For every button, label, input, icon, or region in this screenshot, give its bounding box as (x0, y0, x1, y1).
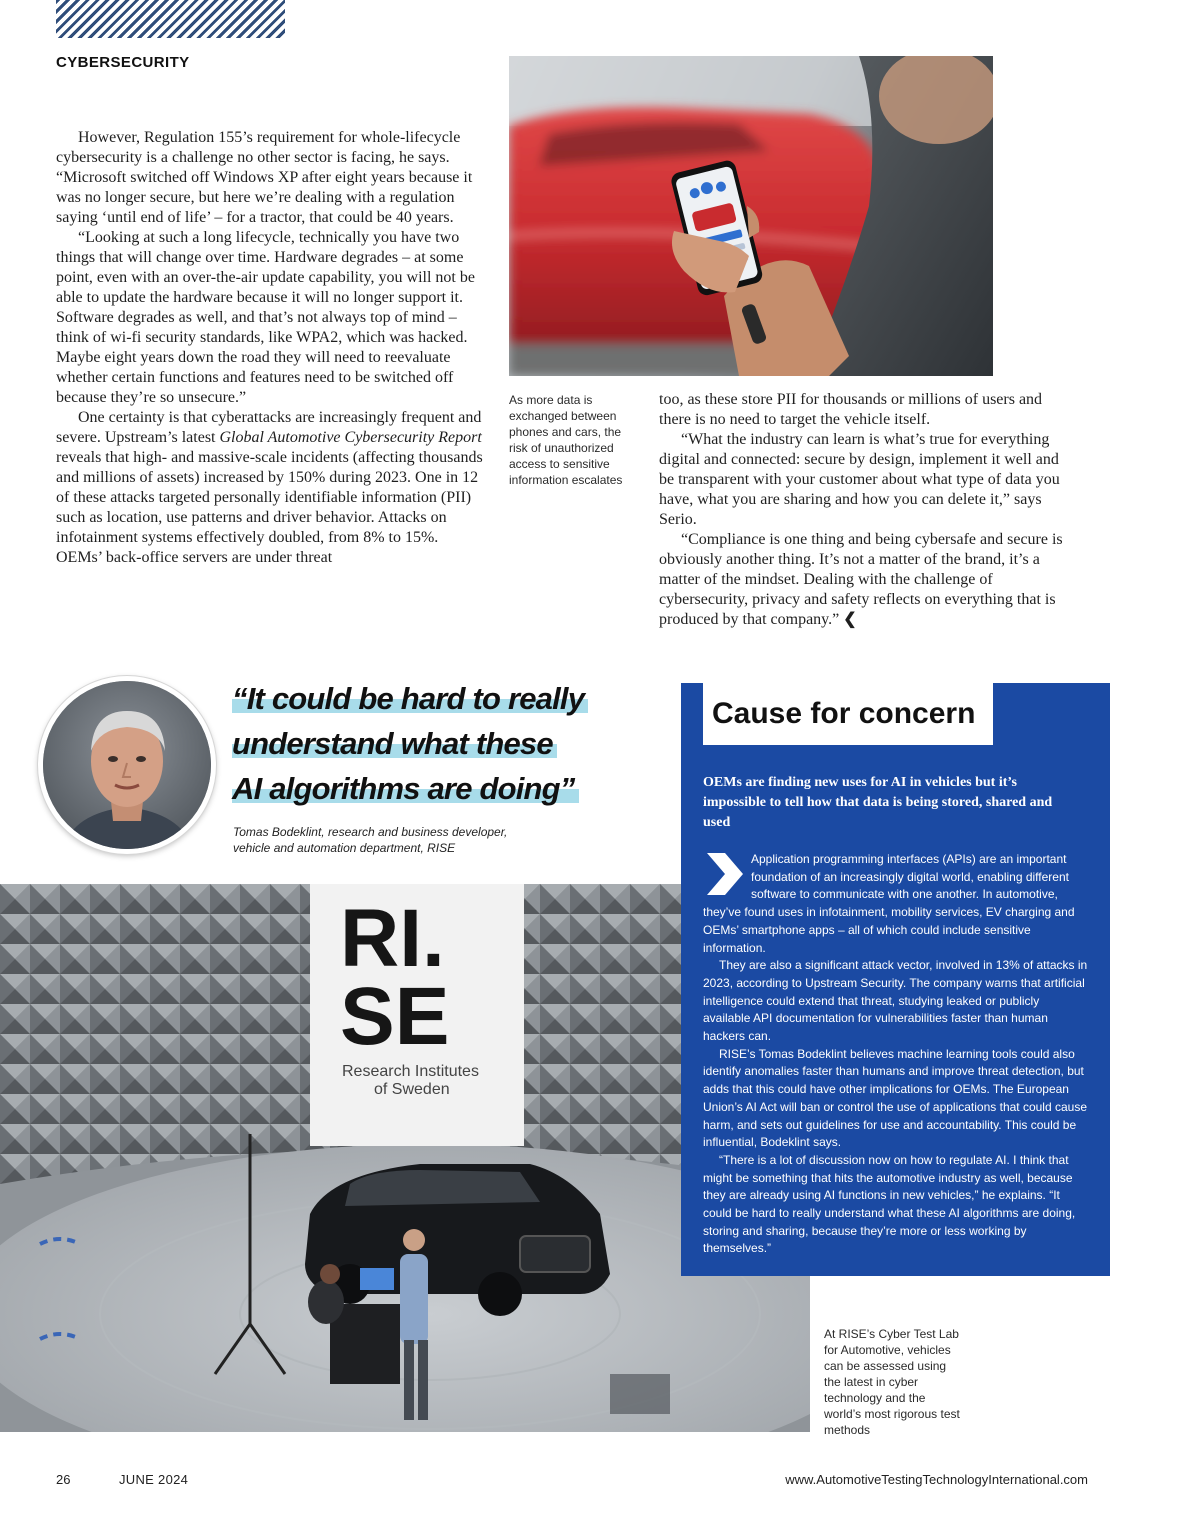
banner-line-1: Research Institutes (342, 1063, 479, 1080)
article-column-1 (56, 128, 488, 568)
pull-quote-line: “It could be hard to really (232, 681, 588, 716)
pull-quote-line: understand what these (232, 726, 557, 761)
banner-ri-text: RI. (340, 893, 445, 984)
sidebar-deck: OEMs are finding new uses for AI in vehicles but it’s impossible to tell how that data is being stored, shared and used (703, 775, 1053, 830)
pull-quote-line: AI algorithms are doing” (232, 771, 579, 806)
article-paragraph: “Compliance is one thing and being cybersafe and secure is obviously another thing. It’s not a matter of the brand, it’s a matter of the mindset. Dealing with the challenge of cybersecurity, privacy and safety reflects on everything that is produced by that company.” ❮ (659, 531, 1063, 628)
pull-quote (232, 676, 632, 811)
issue-date: JUNE 2024 (119, 1472, 189, 1487)
banner-se-text: SE (340, 971, 450, 1062)
phone-photo-caption: As more data is exchanged between phones and cars, the risk of unauthorized access to sensitive information escalates (509, 393, 623, 487)
banner-line-2: of Sweden (374, 1081, 450, 1098)
page-number: 26 (56, 1472, 71, 1487)
speaker-portrait (38, 676, 216, 854)
phone-car-photo (509, 56, 993, 376)
header-hatch-pattern (56, 0, 285, 38)
report-title: Global Automotive Cybersecurity Report (219, 429, 482, 446)
sidebar-paragraph: Application programming interfaces (APIs) are an important foundation of an increasingly digital world, enabling different software to communicate with one another. In automotive, they’ve found uses in infotainment, mobility services, EV charging and OEMs’ smartphone apps – all of which could include sensitive information. (703, 852, 1075, 955)
sidebar-body (703, 851, 1089, 1258)
article-paragraph: “What the industry can learn is what’s true for everything digital and connected: secure by design, implement it well and be transparent with your customer about what type of data you have, what you are sharing and how you can delete it,” says Serio. (659, 431, 1060, 528)
chevron-right-icon (703, 851, 751, 901)
cause-for-concern-sidebar (681, 683, 1110, 1276)
sidebar-paragraph: “There is a lot of discussion now on how to regulate AI. I think that might be something that hits the automotive industry as well, because they are already using AI functions in new vehicles,” he explains. “It could be hard to really understand what these AI algorithms are doing, storing and sharing, because they’re more or less working by themselves.” (703, 1152, 1076, 1256)
article-column-2 (659, 390, 1077, 630)
sidebar-paragraph: RISE’s Tomas Bodeklint believes machine learning tools could also identify anomalies faster than humans and improve threat detection, but adds that this could have other implications for OEMs. The European Union’s AI Act will ban or control the use of applications that could cause harm, and sets out guidelines for use and accountability. This could be influential, Bodeklint says. (703, 1046, 1088, 1150)
sidebar-paragraph: They are also a significant attack vector, involved in 13% of attacks in 2023, according to Upstream Security. The company warns that artificial intelligence could extend that threat, studying leaked or publicly available API documentation for vulnerabilities faster than human hackers can. (703, 958, 1088, 1044)
article-paragraph: One certainty is that cyberattacks are increasingly frequent and severe. Upstream’s latest Global Automotive Cybersecurity Report reveals that high- and massive-scale incidents (affecting thousands and millions of assets) increased by 150% during 2023. One in 12 of these attacks targeted personally identifiable information (PII) such as location, use patterns and driver behavior. Attacks on infotainment systems effectively doubled, from 8% to 15%. OEMs’ back-office servers are under threat (56, 409, 483, 566)
end-mark-icon: ❮ (843, 611, 857, 628)
portrait-illustration (43, 681, 211, 849)
phone-car-illustration (509, 56, 993, 376)
sidebar-title: Cause for concern (703, 683, 993, 745)
article-paragraph: “Looking at such a long lifecycle, technically you have two things that will change over time. Hardware degrades – at some point, even with an over-the-air update capability, you will not be able to update the hardware because it will no longer support it. Software degrades as well, and that’s not always top of mind – think of wi-fi security standards, like WPA2, which was hacked. Maybe eight years down the road they will need to reevaluate whether certain functions and features need to be switched off because they’re so unsecure.” (56, 229, 475, 406)
article-paragraph: too, as these store PII for thousands or millions of users and there is no need to target the vehicle itself. (659, 391, 1043, 428)
website-url: www.AutomotiveTestingTechnologyInternational.com (785, 1472, 1088, 1487)
article-paragraph: However, Regulation 155’s requirement for whole-lifecycle cybersecurity is a challenge no other sector is facing, he says. “Microsoft switched off Windows XP after eight years because it was no longer secure, but here we’re dealing with a regulation saying ‘until end of life’ – for a tractor, that could be 40 years. (56, 129, 473, 226)
lab-photo-caption: At RISE’s Cyber Test Lab for Automotive, vehicles can be assessed using the latest in cyber technology and the world’s most rigorous test methods (824, 1327, 960, 1437)
pull-quote-attribution: Tomas Bodeklint, research and business developer, vehicle and automation department, RISE (233, 825, 508, 855)
section-label: CYBERSECURITY (56, 54, 190, 71)
